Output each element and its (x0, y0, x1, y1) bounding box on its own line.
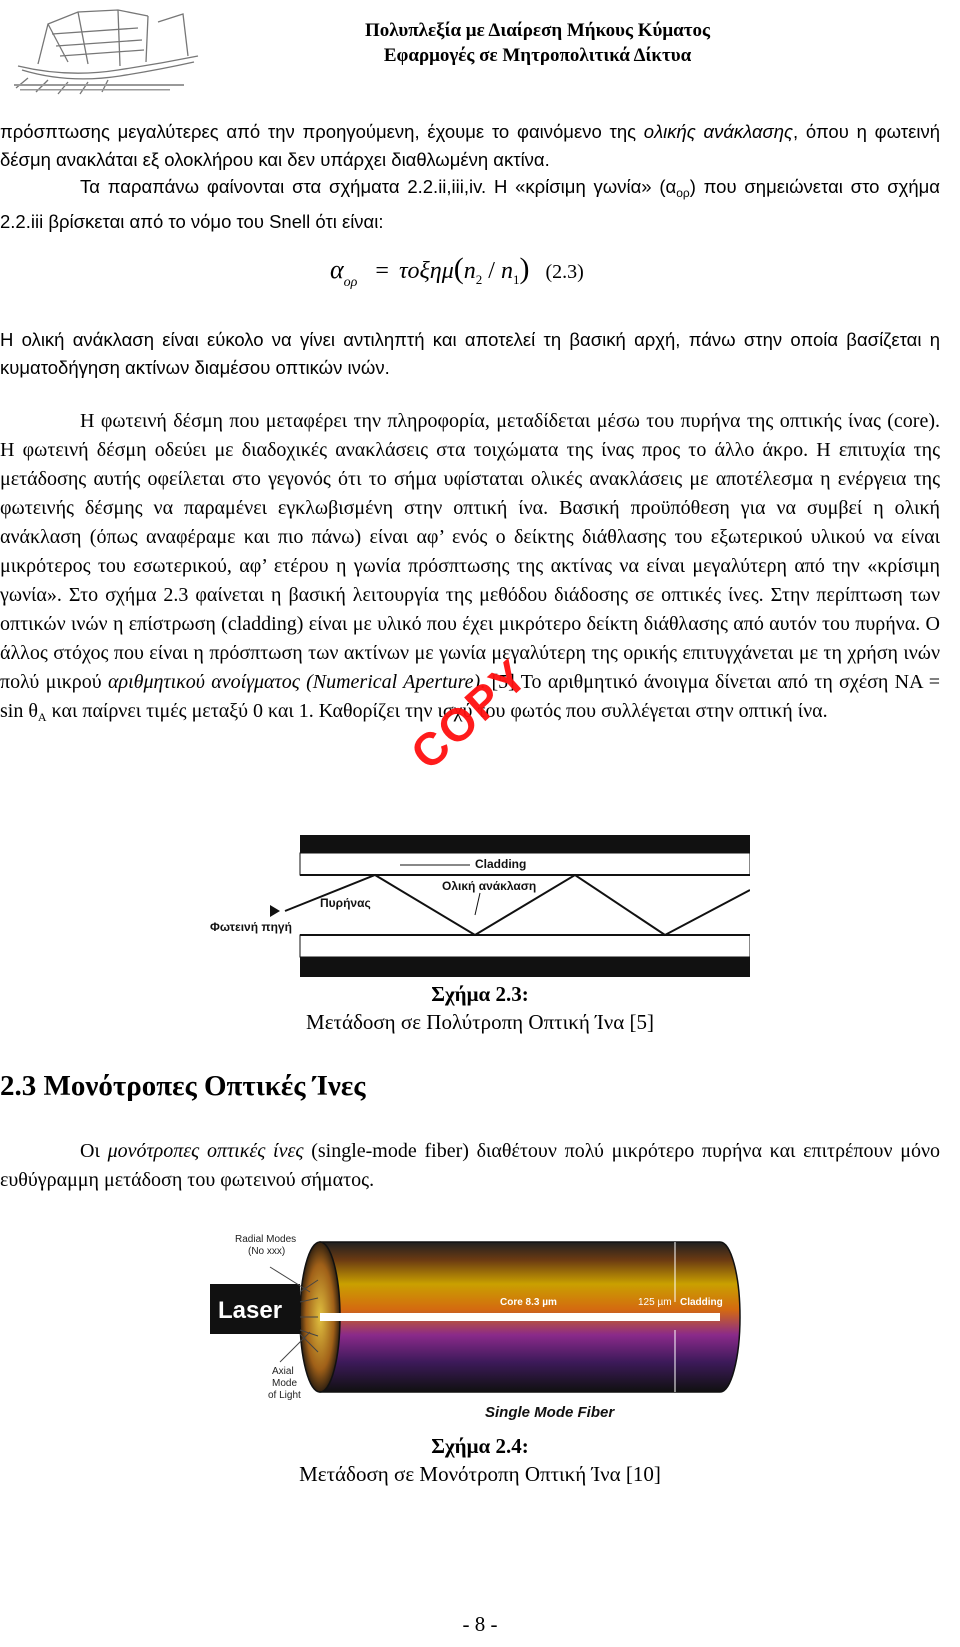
ship-logo-icon (8, 4, 208, 96)
figure-2-4-caption-title: Σχήμα 2.4: (431, 1434, 529, 1458)
label-core-size: Core 8.3 µm (500, 1297, 557, 1308)
equation-slash: / (482, 258, 501, 284)
equation-paren-close: ) (519, 252, 530, 285)
text-run: και παίρνει τιμές μεταξύ 0 και 1. Καθορίζει την ισχύ του φωτός που συλλέγεται στην οπτική ίνα. (46, 700, 828, 722)
figure-single-mode-fiber (210, 1232, 750, 1422)
fiber-outer-top (300, 835, 750, 853)
equation-alpha-subscript: ορ (343, 275, 358, 290)
text-run: Οι (80, 1140, 108, 1162)
header-titles (365, 18, 710, 68)
text-run: , όπου η φωτεινή δέσμη ανακλάται εξ ολοκλήρου και δεν υπάρχει διαθλωμένη ακτίνα. (0, 121, 940, 170)
equation-function: τοξημ (398, 258, 454, 284)
equation-n2-subscript: 2 (475, 272, 483, 287)
fiber-outer-bottom (300, 957, 750, 977)
label-light-source: Φωτεινή πηγή (210, 920, 292, 934)
page-number: - 8 - (462, 1612, 498, 1636)
header-title-line1: Πολυπλεξία με Διαίρεση Μήκους Κύματος (365, 20, 710, 41)
text-run: (single-mode fiber) διαθέτουν πολύ μικρότερο πυρήνα και επιτρέπουν μόνο ευθύγραμμη μετάδοση του φωτεινού σήματος. (0, 1140, 940, 1191)
label-single-mode-fiber: Single Mode Fiber (485, 1404, 615, 1421)
label-cladding: Cladding (475, 857, 527, 871)
paragraph-2 (0, 173, 940, 235)
paragraph-3-block (0, 326, 940, 381)
section-heading: 2.3 Μονότροπες Οπτικές Ίνες (0, 1070, 366, 1102)
equation-n1-subscript: 1 (512, 272, 520, 287)
copy-watermark: COPY (400, 648, 539, 780)
label-total-reflection: Ολική ανάκλαση (442, 879, 537, 893)
paragraph-3: Η ολική ανάκλαση είναι εύκολο να γίνει αντιληπτή και αποτελεί τη βασική αρχή, πάνω στην οποία βασίζεται η κυματοδήγηση ακτίνων διαμέσου οπτικών ινών. (0, 329, 940, 378)
paragraph-5 (0, 1137, 940, 1195)
figure-2-3-caption-text: Μετάδοση σε Πολύτροπη Οπτική Ίνα [5] (306, 1010, 654, 1034)
figure-2-4-caption-text: Μετάδοση σε Μονότροπη Οπτική Ίνα [10] (299, 1462, 661, 1486)
paragraph-5-block (0, 1137, 940, 1195)
figure-2-3-caption (0, 980, 960, 1036)
label-radial-modes: Radial Modes (235, 1234, 297, 1245)
label-radial-modes-sub: (No xxx) (248, 1246, 286, 1257)
italic-term: μονότροπες οπτικές ίνες (107, 1140, 304, 1162)
label-core: Πυρήνας (320, 896, 371, 910)
page-header (0, 0, 960, 100)
figure-2-3-caption-title: Σχήμα 2.3: (431, 982, 529, 1006)
text-run: ) που σημειώνεται στο σχήμα 2.2.iii βρίσκεται από το νόμο του Snell ότι είναι: (0, 176, 940, 232)
equation-n1: n (500, 258, 513, 284)
figure-multimode-fiber (210, 835, 750, 980)
figure-2-4-caption (0, 1432, 960, 1488)
label-cladding: Cladding (680, 1297, 723, 1308)
equation-2-3 (330, 252, 584, 291)
intro-text (0, 118, 940, 235)
italic-term: αριθμητικού ανοίγματος (Numerical Aperture) (107, 671, 481, 693)
paragraph-1 (0, 118, 940, 173)
label-of-light: of Light (268, 1390, 301, 1401)
equation-paren-open: ( (453, 252, 464, 285)
subscript: ορ (676, 186, 690, 200)
equation-number: (2.3) (545, 261, 584, 283)
label-cladding-size: 125 µm (638, 1297, 672, 1308)
label-mode: Mode (272, 1378, 298, 1389)
italic-term: ολικής ανάκλασης (643, 121, 793, 142)
source-arrow-icon (270, 905, 280, 917)
text-run: . [5] Το αριθμητικό άνοιγμα δίνεται από τη σχέση ΝΑ = sin θ (0, 671, 940, 722)
equation-alpha: α (330, 255, 344, 284)
text-run: Η φωτεινή δέσμη που μεταφέρει την πληροφορία, μεταδίδεται μέσω του πυρήνα της οπτικής ίνας (core). Η φωτεινή δέσμη οδεύει με διαδοχικές ανακλάσεις στα τοιχώματα της ίνας προς το άλλο άκρο. Η επιτυχία της μετάδοσης αυτής οφείλεται στο γεγονός ότι το σήμα υφίσταται ολικές ανακλάσεις με αποτέλεσμα η ενέργεια της φωτεινής δέσμης να παραμένει εγκλωβισμένη στην οπτική ίνα. Βασική προϋπόθεση για να συμβεί η ολική ανάκλαση (όπως αναφέραμε και πιο πάνω) είναι αφ’ ενός ο δείκτης διάθλασης του εξωτερικού υλικού να είναι μικρότερος του εσωτερικού, αφ’ ετέρου η γωνία πρόσπτωσης της ακτίνας να είναι μεγαλύτερη από την «κρίσιμη γωνία». Στο σχήμα 2.3 φαίνεται η βασική λειτουργία της μεθόδου διάδοσης σε οπτικές ίνες. Στην περίπτωση των οπτικών ινών η επίστρωση (cladding) είναι με υλικό που έχει μικρότερο δείκτη διάθλασης από αυτόν του πυρήνα. Ο άλλος στόχος που είναι η πρόσπτωση των ακτίνων με γωνία μεγαλύτερη της ορικής επιτυγχάνεται με τη χρήση ινών πολύ μικρού (0, 410, 940, 693)
text-run: πρόσπτωσης μεγαλύτερες από την προηγούμενη, έχουμε το φαινόμενο της (0, 121, 644, 142)
label-laser: Laser (218, 1297, 283, 1324)
fiber-core-line (320, 1313, 720, 1321)
label-axial: Axial (272, 1366, 294, 1377)
text-run: Τα παραπάνω φαίνονται στα σχήματα 2.2.ii,iii,iv. Η «κρίσιμη γωνία» (α (80, 176, 677, 197)
equation-n2: n (463, 258, 476, 284)
header-title-line2: Εφαρμογές σε Μητροπολιτικά Δίκτυα (383, 45, 692, 66)
subscript: Α (37, 710, 47, 724)
equation-equals: = (375, 258, 389, 284)
fiber-cladding-bottom (300, 935, 750, 957)
